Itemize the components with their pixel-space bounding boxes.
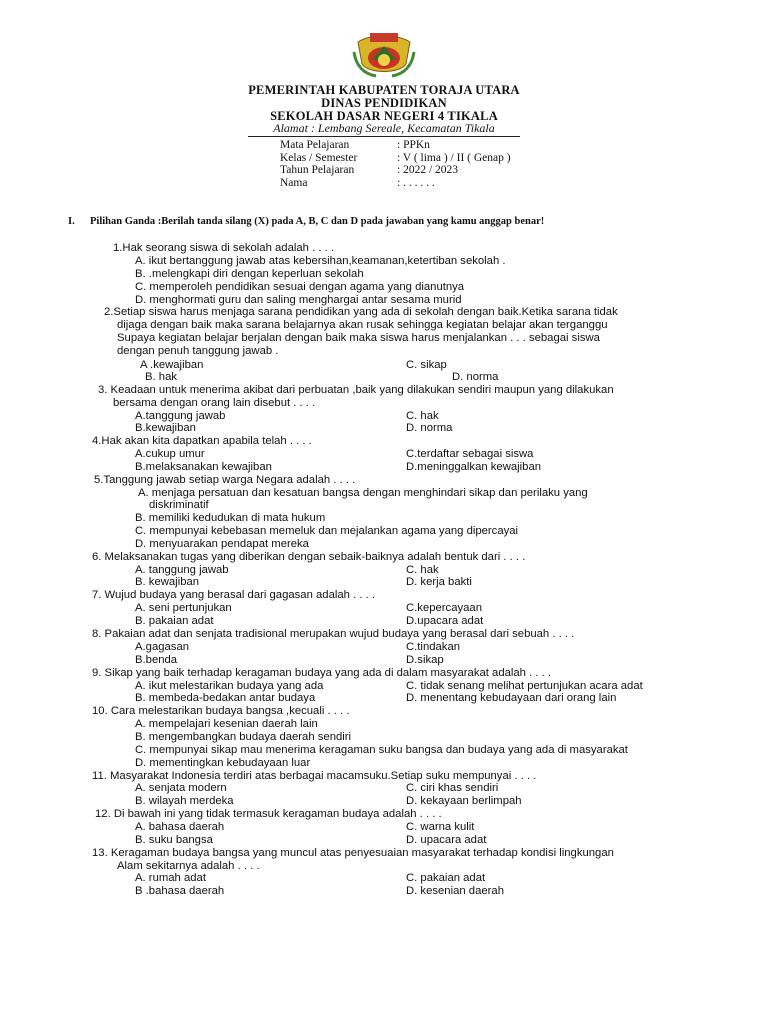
question-3: 3. Keadaan untuk menerima akibat dari perbuatan ,baik yang dilakukan sendiri maupun yang dilakukan	[98, 384, 614, 396]
section-number: I.	[68, 216, 75, 227]
question-4: 4.Hak akan kita dapatkan apabila telah . . . .	[92, 435, 312, 447]
option-7c: C.kepercayaan	[406, 602, 482, 614]
identity-value: : V ( lima ) / II ( Genap )	[397, 151, 511, 164]
identity-row-year	[280, 164, 511, 177]
question-12: 12. Di bawah ini yang tidak termasuk keragaman budaya adalah . . . .	[95, 808, 442, 820]
option-1d: D. menghormati guru dan saling menghargai antar sesama murid	[135, 294, 462, 306]
option-9c: C. tidak senang melihat pertunjukan acara adat	[406, 680, 643, 692]
option-6a: A. tanggung jawab	[135, 564, 229, 576]
option-2b: B. hak	[145, 371, 178, 383]
identity-value: : . . . . . .	[397, 176, 435, 189]
identity-label: Mata Pelajaran	[280, 139, 350, 151]
option-2d: D. norma	[452, 371, 499, 383]
option-8d: D.sikap	[406, 654, 444, 666]
option-13a: A. rumah adat	[135, 872, 206, 884]
section-instruction	[68, 216, 544, 227]
option-4a: A.cukup umur	[135, 448, 205, 460]
question-2: 2.Setiap siswa harus menjaga sarana pendidikan yang ada di sekolah dengan baik.Ketika sarana tidak	[104, 306, 618, 318]
option-7a: A. seni pertunjukan	[135, 602, 232, 614]
option-8b: B.benda	[135, 654, 178, 666]
option-13d: D. kesenian daerah	[406, 885, 504, 897]
option-13b: B .bahasa daerah	[135, 885, 225, 897]
option-11c: C. ciri khas sendiri	[406, 782, 499, 794]
header-address: Alamat : Lembang Sereale, Kecamatan Tikala	[273, 121, 495, 135]
school-logo	[350, 30, 418, 80]
option-12a: A. bahasa daerah	[135, 821, 225, 833]
option-10a: A. mempelajari kesenian daerah lain	[135, 718, 318, 730]
question-3-line: bersama dengan orang lain disebut . . . .	[113, 397, 316, 409]
question-6: 6. Melaksanakan tugas yang diberikan dengan sebaik-baiknya adalah bentuk dari . . . .	[92, 551, 526, 563]
option-3b: B.kewajiban	[135, 422, 196, 434]
option-10b: B. mengembangkan budaya daerah sendiri	[135, 731, 352, 743]
header-government: PEMERINTAH KABUPATEN TORAJA UTARA	[248, 83, 520, 97]
identity-label: Tahun Pelajaran	[280, 164, 355, 176]
option-3c: C. hak	[406, 410, 439, 422]
option-9b: B. membeda-bedakan antar budaya	[135, 692, 316, 704]
question-9: 9. Sikap yang baik terhadap keragaman budaya yang ada di dalam masyarakat adalah . . . .	[92, 667, 552, 679]
option-13c: C. pakaian adat	[406, 872, 486, 884]
option-12c: C. warna kulit	[406, 821, 475, 833]
identity-row-name	[280, 177, 511, 190]
option-7b: B. pakaian adat	[135, 615, 214, 627]
option-5b: B. memiliki kedudukan di mata hukum	[135, 512, 326, 524]
question-2-line: Supaya kegiatan belajar berjalan dengan baik maka siswa harus menjalankan . . . sebagai siswa	[117, 332, 600, 344]
option-5c: C. mempunyai kebebasan memeluk dan mejalankan agama yang dipercayai	[135, 525, 519, 537]
identity-label: Nama	[280, 176, 308, 189]
option-11d: D. kekayaan berlimpah	[406, 795, 522, 807]
option-7d: D.upacara adat	[406, 615, 484, 627]
option-9a: A. ikut melestarikan budaya yang ada	[135, 680, 324, 692]
option-12d: D. upacara adat	[406, 834, 487, 846]
question-2-line: dengan penuh tanggung jawab .	[117, 345, 279, 357]
option-3a: A.tanggung jawab	[135, 410, 226, 422]
option-4d: D.meninggalkan kewajiban	[406, 461, 542, 473]
option-6b: B. kewajiban	[135, 576, 200, 588]
option-5a-line: diskriminatif	[149, 499, 209, 511]
option-6d: D. kerja bakti	[406, 576, 472, 588]
option-11a: A. senjata modern	[135, 782, 227, 794]
option-6c: C. hak	[406, 564, 439, 576]
option-2c: C. sikap	[406, 359, 447, 371]
option-10d: D. mementingkan kebudayaan luar	[135, 757, 311, 769]
question-13-line: Alam sekitarnya adalah . . . .	[117, 860, 260, 872]
question-8: 8. Pakaian adat dan senjata tradisional merupakan wujud budaya yang berasal dari sebuah . . . .	[92, 628, 575, 640]
header-department: DINAS PENDIDIKAN	[321, 96, 447, 110]
section-instruction-text: Pilihan Ganda :Berilah tanda silang (X) pada A, B, C dan D pada jawaban yang kamu anggap benar!	[90, 216, 545, 227]
identity-row-subject	[280, 139, 511, 152]
option-8c: C.tindakan	[406, 641, 461, 653]
identity-block	[280, 139, 511, 189]
option-1b: B. .melengkapi diri dengan keperluan sekolah	[135, 268, 364, 280]
option-10c: C. mempunyai sikap mau menerima keragaman suku bangsa dan budaya yang ada di masyarakat	[135, 744, 628, 756]
question-10: 10. Cara melestarikan budaya bangsa ,kecuali . . . .	[92, 705, 350, 717]
header-divider	[248, 136, 520, 137]
question-11: 11. Masyarakat Indonesia terdiri atas berbagai macamsuku.Setiap suku mempunyai . . . .	[92, 770, 537, 782]
option-5d: D. menyuarakan pendapat mereka	[135, 538, 309, 550]
option-4b: B.melaksanakan kewajiban	[135, 461, 272, 473]
option-3d: D. norma	[406, 422, 453, 434]
question-7: 7. Wujud budaya yang berasal dari gagasan adalah . . . .	[92, 589, 376, 601]
header-school-name: SEKOLAH DASAR NEGERI 4 TIKALA	[270, 109, 498, 123]
question-1: 1.Hak seorang siswa di sekolah adalah . . . .	[113, 242, 335, 254]
option-8a: A.gagasan	[135, 641, 190, 653]
option-4c: C.terdaftar sebagai siswa	[406, 448, 534, 460]
option-1c: C. memperoleh pendidikan sesuai dengan agama yang dianutnya	[135, 281, 465, 293]
option-1a: A. ikut bertanggung jawab atas kebersihan,keamanan,ketertiban sekolah .	[135, 255, 506, 267]
identity-value: : PPKn	[397, 139, 430, 151]
identity-label: Kelas / Semester	[280, 151, 358, 164]
question-13: 13. Keragaman budaya bangsa yang muncul atas penyesuaian masyarakat terhadap kondisi lingkungan	[92, 847, 614, 859]
identity-value: : 2022 / 2023	[397, 164, 459, 176]
option-12b: B. suku bangsa	[135, 834, 213, 846]
option-9d: D. menentang kebudayaan dari orang lain	[406, 692, 617, 704]
option-2a: A .kewajiban	[140, 359, 204, 371]
option-11b: B. wilayah merdeka	[135, 795, 234, 807]
question-5: 5.Tanggung jawab setiap warga Negara adalah . . . .	[94, 474, 356, 486]
option-5a: A. menjaga persatuan dan kesatuan bangsa dengan menghindari sikap dan perilaku yang	[138, 487, 588, 499]
identity-row-class	[280, 152, 511, 165]
question-2-line: dijaga dengan baik maka sarana belajarnya akan rusak sehingga kegiatan belajar akan terganggu	[117, 319, 608, 331]
